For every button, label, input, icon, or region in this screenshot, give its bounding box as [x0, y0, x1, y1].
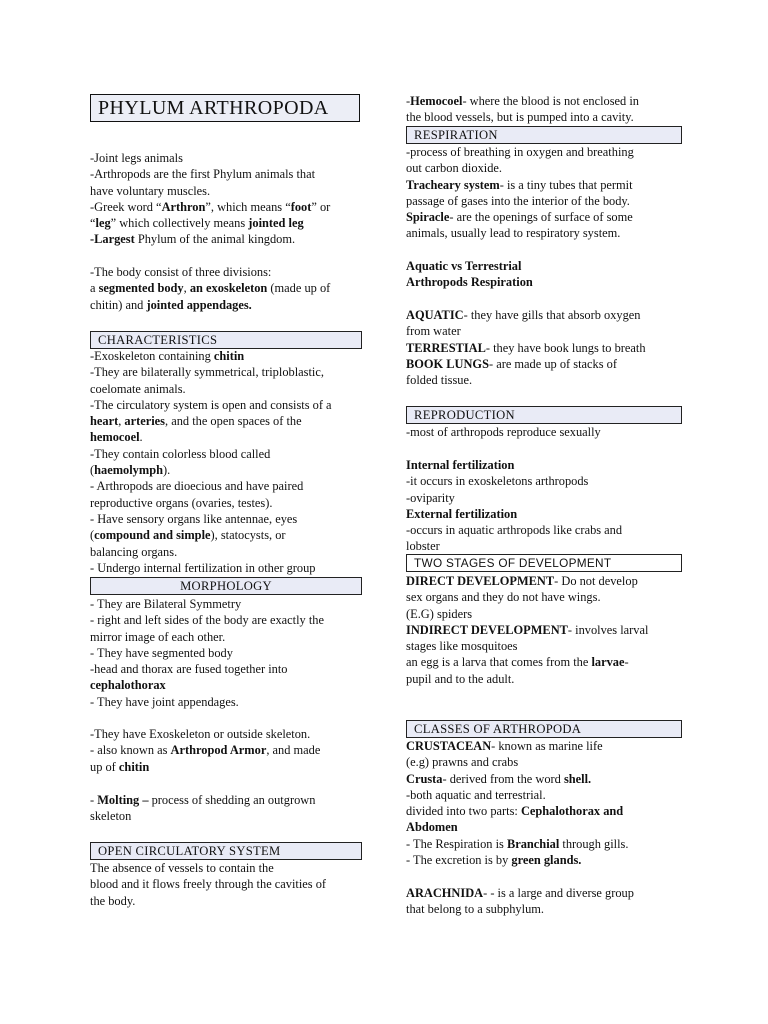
page-title: PHYLUM ARTHROPODA — [90, 94, 360, 122]
jointed-leg-line: “leg” which collectively means jointed leg — [90, 216, 304, 231]
reproduction-section: -most of arthropods reproduce sexually — [406, 425, 601, 439]
morphology-section: - They are Bilateral Symmetry - right and left sides of the body are exactly the mirror image of each other. - They have segmented body -head and thorax are fused together into cephalothorax - They have joint appendages. — [90, 597, 324, 709]
greek-word-line: -Greek word “Arthron”, which means “foot” or — [90, 199, 331, 214]
open-circulatory-section: The absence of vessels to contain the blood and it flows freely through the cavities of the body. — [90, 861, 327, 908]
intro-section — [90, 150, 362, 248]
classes-header: CLASSES OF ARTHROPODA — [406, 720, 682, 738]
intro-line: have voluntary muscles. — [90, 183, 211, 198]
intro-line: -Arthropods are the first Phylum animals that — [90, 167, 316, 182]
body-parts-line: a segmented body, an exoskeleton (made up of — [90, 281, 331, 296]
stages-header: TWO STAGES OF DEVELOPMENT — [406, 554, 682, 572]
body-chitin-line: chitin) and jointed appendages. — [90, 297, 252, 312]
development-section: DIRECT DEVELOPMENT- Do not develop sex organs and they do not have wings. (E.G) spiders INDIRECT DEVELOPMENT- involves larval stages like mosquitoes an egg is a larva that comes from the larvae- pupil and to the adult. — [406, 574, 649, 686]
body-divisions — [90, 264, 362, 313]
arachnida-section: ARACHNIDA- - is a large and diverse group that belong to a subphylum. — [406, 886, 634, 917]
exoskeleton-section: -They have Exoskeleton or outside skeleton. - also known as Arthropod Armor, and made up of chitin — [90, 727, 321, 774]
largest-line: -Largest Phylum of the animal kingdom. — [90, 232, 296, 247]
crustacean-section: CRUSTACEAN- known as marine life (e.g) prawns and crabs Crusta- derived from the word shell. -both aquatic and terrestrial. divided into two parts: Cephalothorax and Abdomen - The Respiration is Branchial through gills. - The excretion is by green glands. — [406, 739, 629, 868]
morphology-header: MORPHOLOGY — [90, 577, 362, 595]
characteristics-header: CHARACTERISTICS — [90, 331, 362, 349]
body-line: -The body consist of three divisions: — [90, 265, 272, 279]
respiration-types: AQUATIC- they have gills that absorb oxygen from water TERRESTIAL- they have book lungs to breath BOOK LUNGS- are made up of stacks of folded tissue. — [406, 308, 646, 388]
aquatic-vs-terrestrial: Aquatic vs Terrestrial Arthropods Respiration — [406, 259, 533, 290]
reproduction-header: REPRODUCTION — [406, 406, 682, 424]
fertilization-section: Internal fertilization -it occurs in exoskeletons arthropods -oviparity External fertilization -occurs in aquatic arthropods like crabs and lobster — [406, 458, 623, 554]
intro-line: -Joint legs animals — [90, 151, 183, 165]
open-circulatory-header: OPEN CIRCULATORY SYSTEM — [90, 842, 362, 860]
hemocoel-section: -Hemocoel- where the blood is not enclosed in the blood vessels, but is pumped into a cavity. — [406, 94, 639, 125]
respiration-header: RESPIRATION — [406, 126, 682, 144]
respiration-section: -process of breathing in oxygen and breathing out carbon dioxide. Tracheary system- is a tiny tubes that permit passage of gases into the interior of the body. Spiracle- are the openings of surface of some animals, usually lead to respiratory system. — [406, 145, 634, 241]
molting-section: - Molting – process of shedding an outgrown skeleton — [90, 793, 316, 824]
characteristics-section: -Exoskeleton containing chitin -They are bilaterally symmetrical, triploblastic, coelomate animals. -The circulatory system is open and consists of a heart, arteries, and the open spaces of the hemocoel. -They contain colorless blood called (haemolymph). - Arthropods are dioecious and have paired reproductive organs (ovaries, testes). - Have sensory organs like antennae, eyes (compound and simple), statocysts, or balancing organs. - Undergo internal fertilization in other group — [90, 349, 332, 575]
